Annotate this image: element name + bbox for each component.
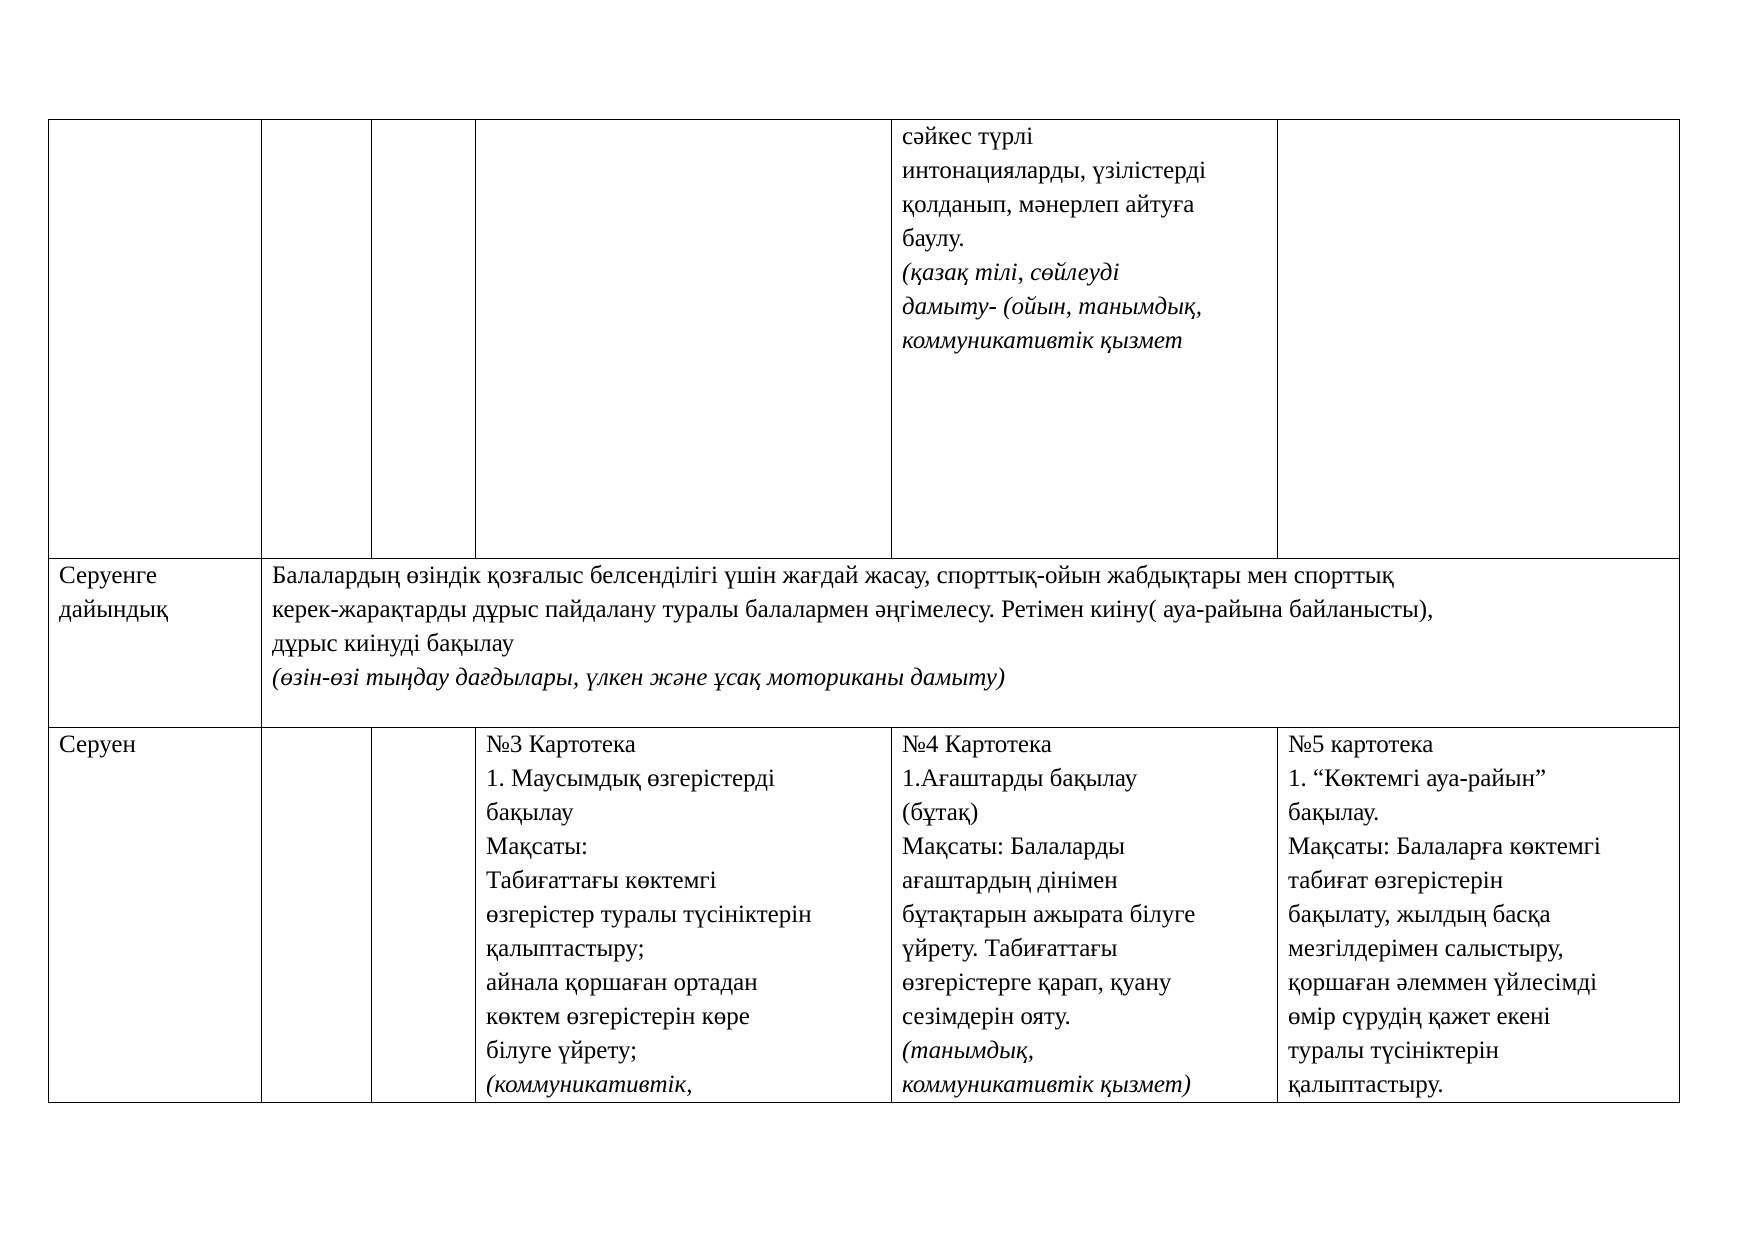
activity-note: дамыту- (ойын, танымдық, [902,293,1202,320]
cell-text: қолданып, мәнерлеп айтуға [902,191,1195,218]
activity-note: (қазақ тілі, сөйлеуді [902,259,1120,286]
cell-text: мезгілдерімен салыстыру, [1288,935,1564,962]
cell-text: өзгерістер туралы түсініктерін [486,901,812,928]
table-row [49,559,1680,728]
cell-text: қоршаған әлеммен үйлесімді [1288,969,1598,996]
row-label-text: дайындық [59,596,169,623]
cell-text: Мақсаты: Балаларға көктемгі [1288,833,1601,860]
cell-text: керек-жарақтарды дұрыс пайдалану туралы балалармен әңгімелесу. Ретімен киіну( ауа-райына байланысты), [272,596,1434,623]
cell-text: бақылау [486,799,574,826]
cell-text: Балалардың өзіндік қозғалыс белсенділігі үшін жағдай жасау, спорттық-ойын жабдықтары мен спорттық [272,562,1394,589]
table-row [49,728,1680,1103]
activity-note: (танымдық, [902,1037,1034,1064]
table-cell [892,728,1278,1103]
activity-note: коммуникативтік қызмет [902,327,1183,354]
table-cell [1278,120,1680,559]
row-label-text: Серуен [59,731,136,758]
cell-text: сәйкес түрлі [902,123,1034,150]
table-cell [372,728,476,1103]
row-label [49,559,262,728]
cell-text: қалыптастыру; [486,935,645,962]
table-cell [262,728,372,1103]
cell-text: 1.Ағаштарды бақылау [902,765,1138,792]
activity-note: (өзін-өзі тыңдау дағдылары, үлкен және ұсақ моториканы дамыту) [272,664,1006,691]
cell-text: №4 Картотека [902,731,1052,758]
cell-text: дұрыс киінуді бақылау [272,630,515,657]
cell-text: туралы түсініктерін [1288,1037,1499,1064]
cell-text: үйрету. Табиғаттағы [902,935,1118,962]
table-cell [262,559,1680,728]
cell-text: интонацияларды, үзілістерді [902,157,1207,184]
schedule-table [48,119,1680,1103]
table-cell [372,120,476,559]
row-label-text: Серуенге [59,562,157,589]
table-row [49,120,1680,559]
table-cell [262,120,372,559]
activity-note: (коммуникативтік, [486,1071,693,1098]
cell-text: бақылау. [1288,799,1380,826]
cell-text: баулу. [902,225,965,252]
row-label [49,728,262,1103]
table-cell [892,120,1278,559]
cell-text: айнала қоршаған ортадан [486,969,758,996]
cell-text: өмір сүрудің қажет екені [1288,1003,1551,1030]
table-cell [476,728,892,1103]
cell-text: қалыптастыру. [1288,1071,1444,1098]
cell-text: 1. “Көктемгі ауа-райын” [1288,765,1547,792]
cell-text: (бұтақ) [902,799,979,826]
cell-text: Мақсаты: [486,833,588,860]
cell-text: бұтақтарын ажырата білуге [902,901,1196,928]
cell-text: №3 Картотека [486,731,636,758]
cell-text: бақылату, жылдың басқа [1288,901,1551,928]
cell-text: ағаштардың дінімен [902,867,1118,894]
cell-text: өзгерістерге қарап, қуану [902,969,1172,996]
cell-text: Табиғаттағы көктемгі [486,867,717,894]
cell-text: сезімдерін ояту. [902,1003,1071,1030]
cell-text: табиғат өзгерістерін [1288,867,1504,894]
cell-text: 1. Маусымдық өзгерістерді [486,765,775,792]
cell-text: білуге үйрету; [486,1037,638,1064]
table-cell [476,120,892,559]
table-cell [49,120,262,559]
cell-text: №5 картотека [1288,731,1434,758]
cell-text: Мақсаты: Балаларды [902,833,1125,860]
activity-note: коммуникативтік қызмет) [902,1071,1191,1098]
table-cell [1278,728,1680,1103]
cell-text: көктем өзгерістерін көре [486,1003,750,1030]
